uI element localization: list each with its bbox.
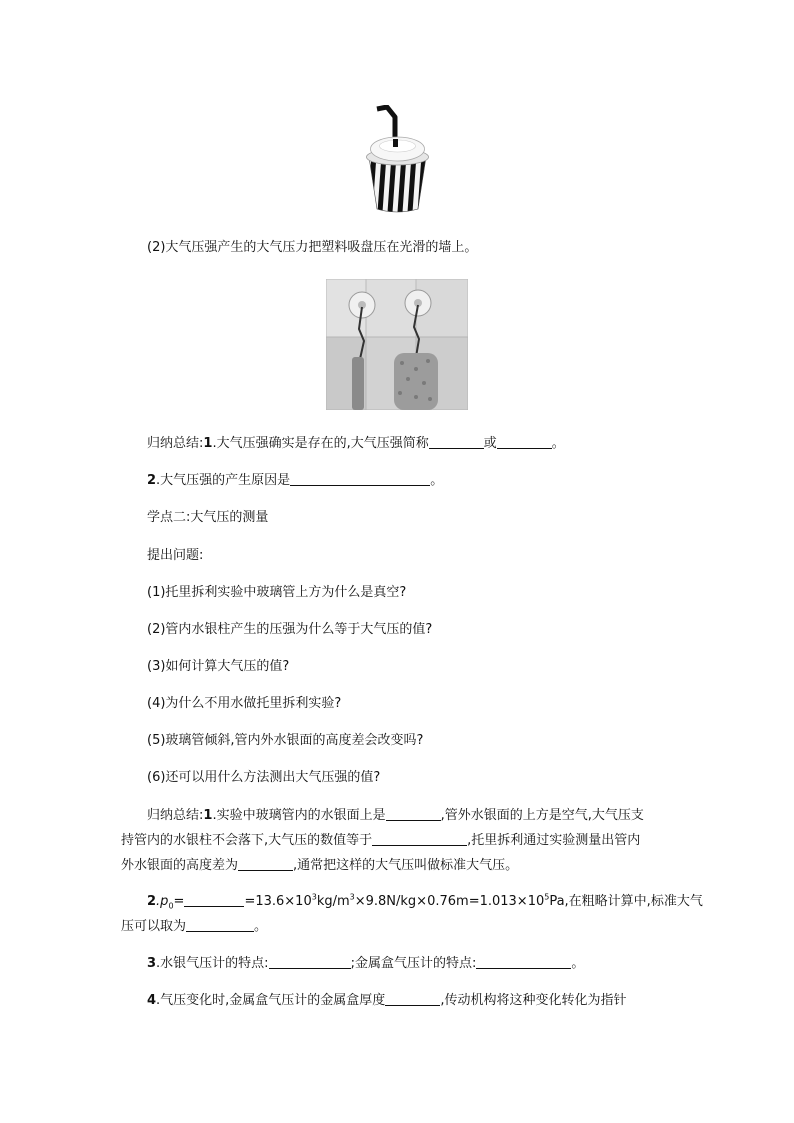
cup-with-straw-figure xyxy=(355,105,440,215)
answer-blank[interactable] xyxy=(385,993,440,1006)
summary2-line-1: 归纳总结:1.实验中玻璃管内的水银面上是 ,管外水银面的上方是空气,大气压支 xyxy=(147,808,644,823)
summary2-item-4: 4.气压变化时,金属盒气压计的金属盒厚度 ,传动机构将这种变化转化为指针 xyxy=(147,993,627,1008)
summary2-line-3: 外水银面的高度差为 ,通常把这样的大气压叫做标准大气压。 xyxy=(121,858,519,873)
answer-blank[interactable] xyxy=(476,956,571,969)
answer-blank[interactable] xyxy=(186,919,254,932)
answer-blank[interactable] xyxy=(269,956,351,969)
summary-1: 归纳总结:1.大气压强确实是存在的,大气压强简称 或 。 xyxy=(147,436,565,451)
line-suction-cup-explanation: (2)大气压强产生的大气压力把塑料吸盘压在光滑的墙上。 xyxy=(147,240,478,255)
question-3: (3)如何计算大气压的值? xyxy=(147,659,290,674)
answer-blank[interactable] xyxy=(386,808,441,821)
answer-blank[interactable] xyxy=(372,833,467,846)
suction-hooks-figure xyxy=(326,279,468,410)
questions-heading: 提出问题: xyxy=(147,548,204,563)
question-6: (6)还可以用什么方法测出大气压强的值? xyxy=(147,770,381,785)
answer-blank[interactable] xyxy=(184,894,244,907)
summary2-item-3: 3.水银气压计的特点: ;金属盒气压计的特点: 。 xyxy=(147,956,585,971)
answer-blank[interactable] xyxy=(290,473,430,486)
summary2-line-2: 持管内的水银柱不会落下,大气压的数值等于 ,托里拆利通过实验测量出管内 xyxy=(121,833,641,848)
answer-blank[interactable] xyxy=(497,436,552,449)
answer-blank[interactable] xyxy=(429,436,484,449)
summary-2: 2.大气压强的产生原因是 。 xyxy=(147,473,444,488)
summary2-item-2: $2.p_0= =13.6\times 10^3kg/m^3\times 9.8N/kg\times 0.76m=1.013\times 10^5Pa$,在粗略计算中,标准大气 xyxy=(147,892,703,911)
question-4: (4)为什么不用水做托里拆利实验? xyxy=(147,696,342,711)
answer-blank[interactable] xyxy=(238,858,293,871)
question-1: (1)托里拆利实验中玻璃管上方为什么是真空? xyxy=(147,585,407,600)
question-2: (2)管内水银柱产生的压强为什么等于大气压的值? xyxy=(147,622,433,637)
section-heading-measurement: 学点二:大气压的测量 xyxy=(147,510,269,525)
question-5: (5)玻璃管倾斜,管内外水银面的高度差会改变吗? xyxy=(147,733,424,748)
summary2-item-2-cont: 压可以取为 。 xyxy=(121,919,268,934)
